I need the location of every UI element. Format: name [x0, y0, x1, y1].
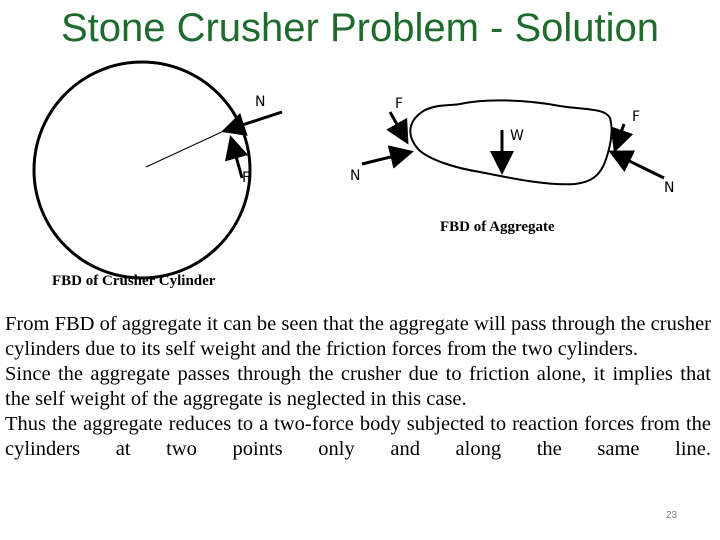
aggregate-friction-left-arrow: [390, 112, 407, 142]
cylinder-friction-arrow: [231, 138, 242, 178]
crusher-cylinder: [34, 62, 250, 278]
aggregate-normal-right-arrow: [611, 152, 664, 178]
caption-cylinder: FBD of Crusher Cylinder: [52, 273, 216, 289]
caption-aggregate: FBD of Aggregate: [440, 219, 555, 235]
aggregate-label-f-right: F: [632, 109, 641, 125]
cylinder-label-f: F: [242, 170, 251, 186]
aggregate-label-n-right: N: [664, 180, 675, 196]
aggregate-normal-left-arrow: [362, 152, 411, 164]
aggregate-label-n-left: N: [350, 168, 361, 184]
aggregate-label-w: W: [510, 128, 524, 144]
page-number: 23: [666, 510, 678, 521]
aggregate-friction-right-arrow: [615, 124, 624, 150]
cylinder-radius-line: [146, 130, 226, 167]
aggregate-label-f-left: F: [395, 96, 404, 112]
cylinder-label-n: N: [255, 94, 266, 110]
paragraph-2: Since the aggregate passes through the crusher due to friction alone, it implies that the self weight of the aggregate is neglected in this case.: [5, 363, 711, 410]
explanation-text: [5, 312, 711, 462]
paragraph-3: Thus the aggregate reduces to a two-force body subjected to reaction forces from the cylinders at two points only and along the same line.: [5, 413, 711, 460]
slide-title: Stone Crusher Problem - Solution: [60, 6, 660, 50]
paragraph-1: From FBD of aggregate it can be seen that the aggregate will pass through the crusher cylinders due to its self weight and the friction forces from the two cylinders.: [5, 313, 711, 360]
cylinder-normal-arrow: [224, 112, 282, 131]
